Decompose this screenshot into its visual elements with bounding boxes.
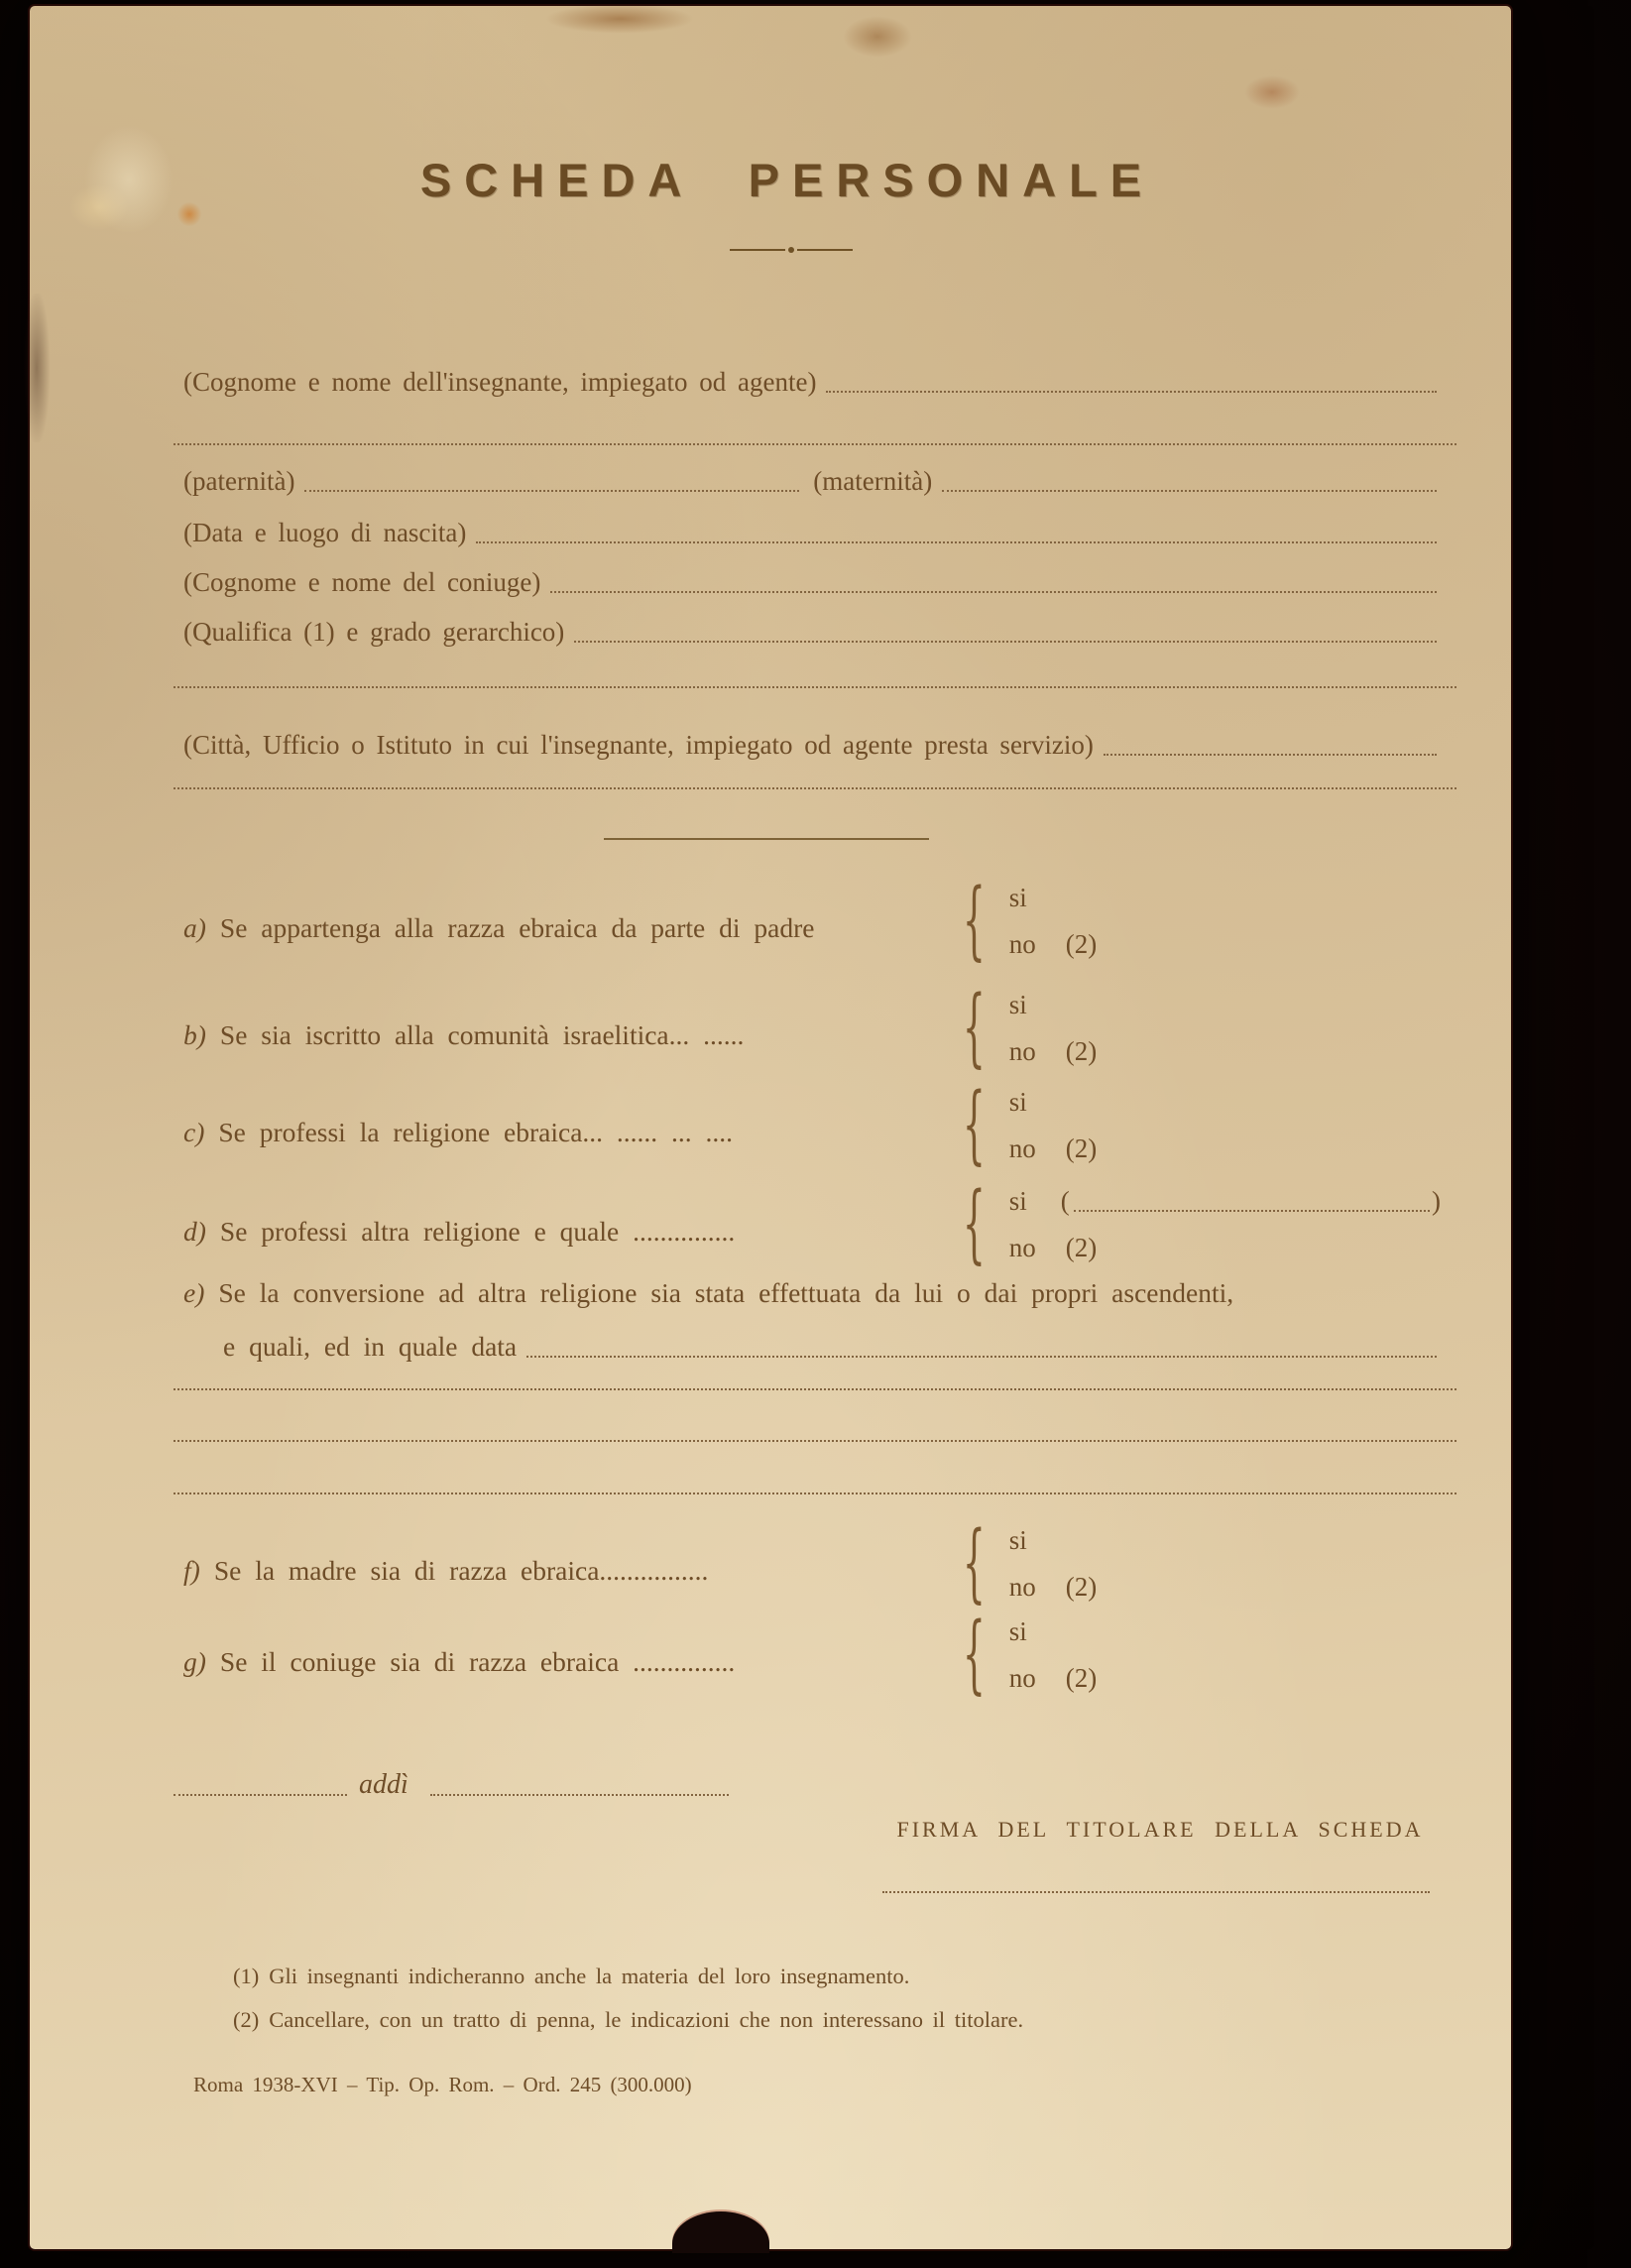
answer-si: si [1008,1087,1027,1117]
field-name-label: (Cognome e nome dell'insegnante, impiegato od agente) [183,367,817,397]
question-letter: g) [183,1646,206,1677]
field-spouse-row [183,567,1437,598]
fill-in-line [826,391,1437,393]
question-letter: c) [183,1117,205,1147]
question-text: e quali, ed in quale data [223,1331,518,1362]
question-letter: b) [183,1019,206,1050]
answer-si: si [1008,1525,1027,1555]
question-letter: f) [183,1555,200,1586]
question-text: Se la madre sia di razza ebraica................ [213,1555,709,1586]
field-rank-row [183,617,1437,648]
signature-caption: FIRMA DEL TITOLARE DELLA SCHEDA [896,1817,1424,1842]
question-letter: e) [183,1277,205,1308]
brace-glyph: { [962,1605,986,1705]
fill-in-line [574,641,1437,643]
question-d-answers [947,1174,1441,1274]
field-paternity-label: (paternità) [183,466,295,496]
question-b-answers [947,978,1098,1078]
title-divider-ornament [730,247,853,253]
fill-in-line [430,1794,729,1796]
footnote-text: Gli insegnanti indicheranno anche la materia del loro insegnamento. [269,1964,910,1988]
answer-si: si [1008,990,1027,1019]
fill-in-line [476,541,1437,543]
fill-in-line [174,1492,1456,1494]
question-text: Se professi altra religione e quale ............... [219,1216,736,1247]
question-e-line2 [223,1331,1437,1363]
signature-line [882,1891,1430,1893]
fill-in-line [174,443,1456,445]
answer-si: si [1008,1616,1027,1646]
footnote-ref: (2) [1065,1036,1098,1066]
question-g [183,1605,1472,1705]
brace-glyph: { [962,871,986,971]
answer-si: si [1008,883,1027,912]
question-a-answers [947,871,1098,971]
date-row [174,1769,729,1801]
footnote-ref: (2) [1065,1572,1098,1602]
fill-in-line [942,490,1437,492]
footnote-ref: (2) [1065,1663,1098,1693]
brace-glyph: { [962,1513,986,1613]
answer-no: no [1008,1036,1036,1066]
field-maternity-label: (maternità) [813,466,933,496]
field-birth-row [183,518,1437,548]
footnote-text: Cancellare, con un tratto di penna, le indicazioni che non interessano il titolare. [269,2007,1024,2032]
paper-bottom-notch [672,2211,769,2253]
brace-glyph: { [962,978,986,1078]
footnote-marker: (1) [233,1964,260,1988]
fill-in-line [550,591,1437,593]
page-title: SCHEDA PERSONALE [419,154,1155,206]
paper-stain [545,4,694,34]
question-c-answers [947,1075,1098,1175]
question-d [183,1174,1472,1274]
question-text: Se sia iscritto alla comunità israelitica... ...... [219,1019,745,1050]
question-text: Se la conversione ad altra religione sia stata effettuata da lui o dai propri ascendenti, [218,1277,1234,1308]
answer-no: no [1008,1663,1036,1693]
question-a [183,871,1472,971]
question-g-answers [947,1605,1098,1705]
fill-in-line [174,686,1456,688]
question-c [183,1075,1472,1175]
answer-si: si [1008,1186,1027,1216]
field-parents-row [183,466,1437,497]
question-text: Se appartenga alla razza ebraica da parte di padre [219,912,815,943]
fill-in-line [304,490,799,492]
fill-in-line [174,1440,1456,1442]
question-e [183,1277,1472,1309]
fill-in-line [174,1794,347,1796]
form-paper [30,6,1511,2249]
field-city-label: (Città, Ufficio o Istituto in cui l'insegnante, impiegato od agente presta servizio) [183,730,1094,760]
question-f [183,1513,1472,1613]
field-spouse-label: (Cognome e nome del coniuge) [183,567,541,597]
paren-close: ) [1432,1186,1441,1216]
fill-in-line [174,1388,1456,1390]
printer-imprint: Roma 1938-XVI – Tip. Op. Rom. – Ord. 245 (300.000) [193,2073,692,2096]
question-letter: d) [183,1216,206,1247]
question-f-answers [947,1513,1098,1613]
question-text: Se il coniuge sia di razza ebraica ............... [219,1646,736,1677]
addi-label: addì [359,1769,408,1800]
paper-stain [843,16,912,58]
field-city-row [183,730,1437,761]
fill-in-line [526,1356,1437,1358]
footnote-ref: (2) [1065,929,1098,959]
footnote-1 [233,1964,909,1989]
paper-edge-chip [24,294,50,442]
answer-no: no [1008,1572,1036,1602]
fill-in-line [174,787,1456,789]
answer-no: no [1008,1233,1036,1262]
footnote-2 [233,2007,1023,2033]
field-birth-label: (Data e luogo di nascita) [183,518,467,547]
question-letter: a) [183,912,206,943]
answer-no: no [1008,929,1036,959]
paper-stain [1244,75,1300,109]
field-rank-label: (Qualifica (1) e grado gerarchico) [183,617,565,647]
footnote-marker: (2) [233,2007,260,2032]
footnote-ref: (2) [1065,1233,1098,1262]
question-text: Se professi la religione ebraica... ...... ... .... [218,1117,734,1147]
brace-glyph: { [962,1075,986,1175]
section-divider [604,838,929,840]
fill-in-line [1074,1210,1430,1212]
field-name-row [183,367,1437,398]
fill-in-line [1104,754,1437,756]
question-b [183,978,1472,1078]
answer-no: no [1008,1134,1036,1163]
footnote-ref: (2) [1065,1134,1098,1163]
brace-glyph: { [962,1174,986,1274]
paren-open: ( [1060,1186,1070,1216]
